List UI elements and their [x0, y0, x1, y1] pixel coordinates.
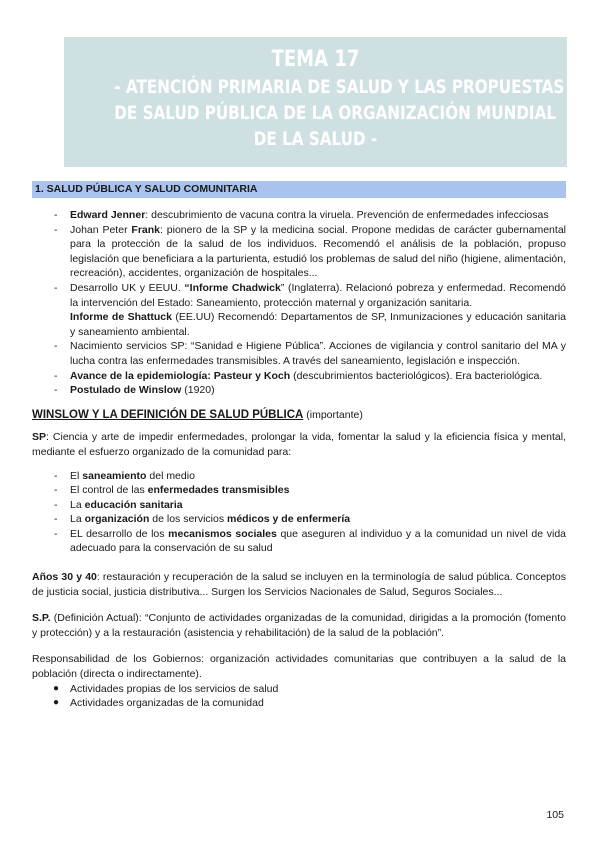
list-item: - Postulado de Winslow (1920): [54, 384, 215, 397]
winslow-list: [32, 469, 566, 557]
section-heading: 1. SALUD PÚBLICA Y SALUD COMUNITARIA: [32, 181, 566, 198]
chapter-number: TEMA 17: [271, 47, 360, 72]
list-item: - La educación sanitaria: [54, 498, 183, 511]
page-number: 105: [546, 809, 564, 821]
list-item: - Avance de la epidemiología: Pasteur y Koch (descubrimientos bacteriológicos). Era bacteriológica.: [54, 369, 543, 382]
history-list: [32, 208, 566, 310]
list-item: - Edward Jenner: descubrimiento de vacuna contra la viruela. Prevención de enfermedades infecciosas: [54, 209, 549, 221]
list-item: - Desarrollo UK y EEUU. “Informe Chadwick” (Inglaterra). Relacionó pobreza y enfermedad. Recomendó la intervención del Estado: Saneamiento, protección maternal y organización sanitaria.: [54, 281, 567, 309]
sp-definition: SP: Ciencia y arte de impedir enfermedades, prolongar la vida, fomentar la salud y la eficiencia física y mental, mediante el esfuerzo organizado de la comunidad para:: [32, 431, 566, 458]
paragraph-anos: Años 30 y 40: restauración y recuperación de la salud se incluyen en la terminología de salud pública. Conceptos de justicia social, justicia distributiva... Surgen los Servicios Nacionales de Salud, Seguros Sociales...: [32, 571, 566, 598]
paragraph-sp-actual: S.P. (Definición Actual): “Conjunto de actividades organizadas de la comunidad, dirigidas a la promoción (fomento y protección) y a la restauración (asistencia y rehabilitación) de la salud de la población”.: [32, 612, 566, 639]
chapter-title-line-1: - ATENCIÓN PRIMARIA DE SALUD Y LAS PROPUESTAS: [114, 76, 565, 98]
list-item: - Nacimiento servicios SP: “Sanidad e Higiene Pública”. Acciones de vigilancia y control sanitario del MA y lucha contra las enfermedades transmisibles. A través del saneamiento, legislación e inspección.: [54, 340, 566, 367]
list-item: - La organización de los servicios médicos y de enfermería: [54, 513, 351, 526]
list-item: - EL desarrollo de los mecanismos sociales que aseguren al individuo y a la comunidad un nivel de vida adecuado para la conservación de su salud: [54, 527, 566, 555]
chapter-title-line-2: DE SALUD PÚBLICA DE LA ORGANIZACIÓN MUNDIAL: [114, 102, 557, 124]
activities-list: [32, 682, 566, 711]
chapter-title-line-3: DE LA SALUD -: [253, 128, 378, 150]
chapter-title-box: [64, 37, 567, 167]
page-content: [32, 208, 566, 711]
list-item: ● Actividades propias de los servicios de salud: [53, 682, 279, 695]
paragraph-responsabilidad: Responsabilidad de los Gobiernos: organización actividades comunitarias que contribuyen a la salud de la población (directa o indirectamente).: [32, 653, 566, 681]
list-item: ● Actividades organizadas de la comunidad: [53, 697, 264, 710]
list-item: - El control de las enfermedades transmisibles: [54, 484, 290, 497]
history-list-continued: [32, 339, 566, 397]
list-item: - Johan Peter Frank: pionero de la SP y la medicina social. Propone medidas de carácter gubernamental para la protección de la salud de los individuos. Recomendó el análisis de la población, propuso legislación que beneficiara a la parturienta, estudió los problemas de salud del niño (higiene, alimentación, recreación), accidentes, organización de hospitales...: [54, 223, 566, 280]
list-item: - El saneamiento del medio: [54, 469, 195, 482]
shattuck-paragraph: Informe de Shattuck (EE.UU) Recomendó: Departamentos de SP, Inmunizaciones y educación sanitaria y saneamiento ambiental.: [70, 311, 566, 338]
subsection-heading: WINSLOW Y LA DEFINICIÓN DE SALUD PÚBLICA (importante): [32, 408, 363, 421]
